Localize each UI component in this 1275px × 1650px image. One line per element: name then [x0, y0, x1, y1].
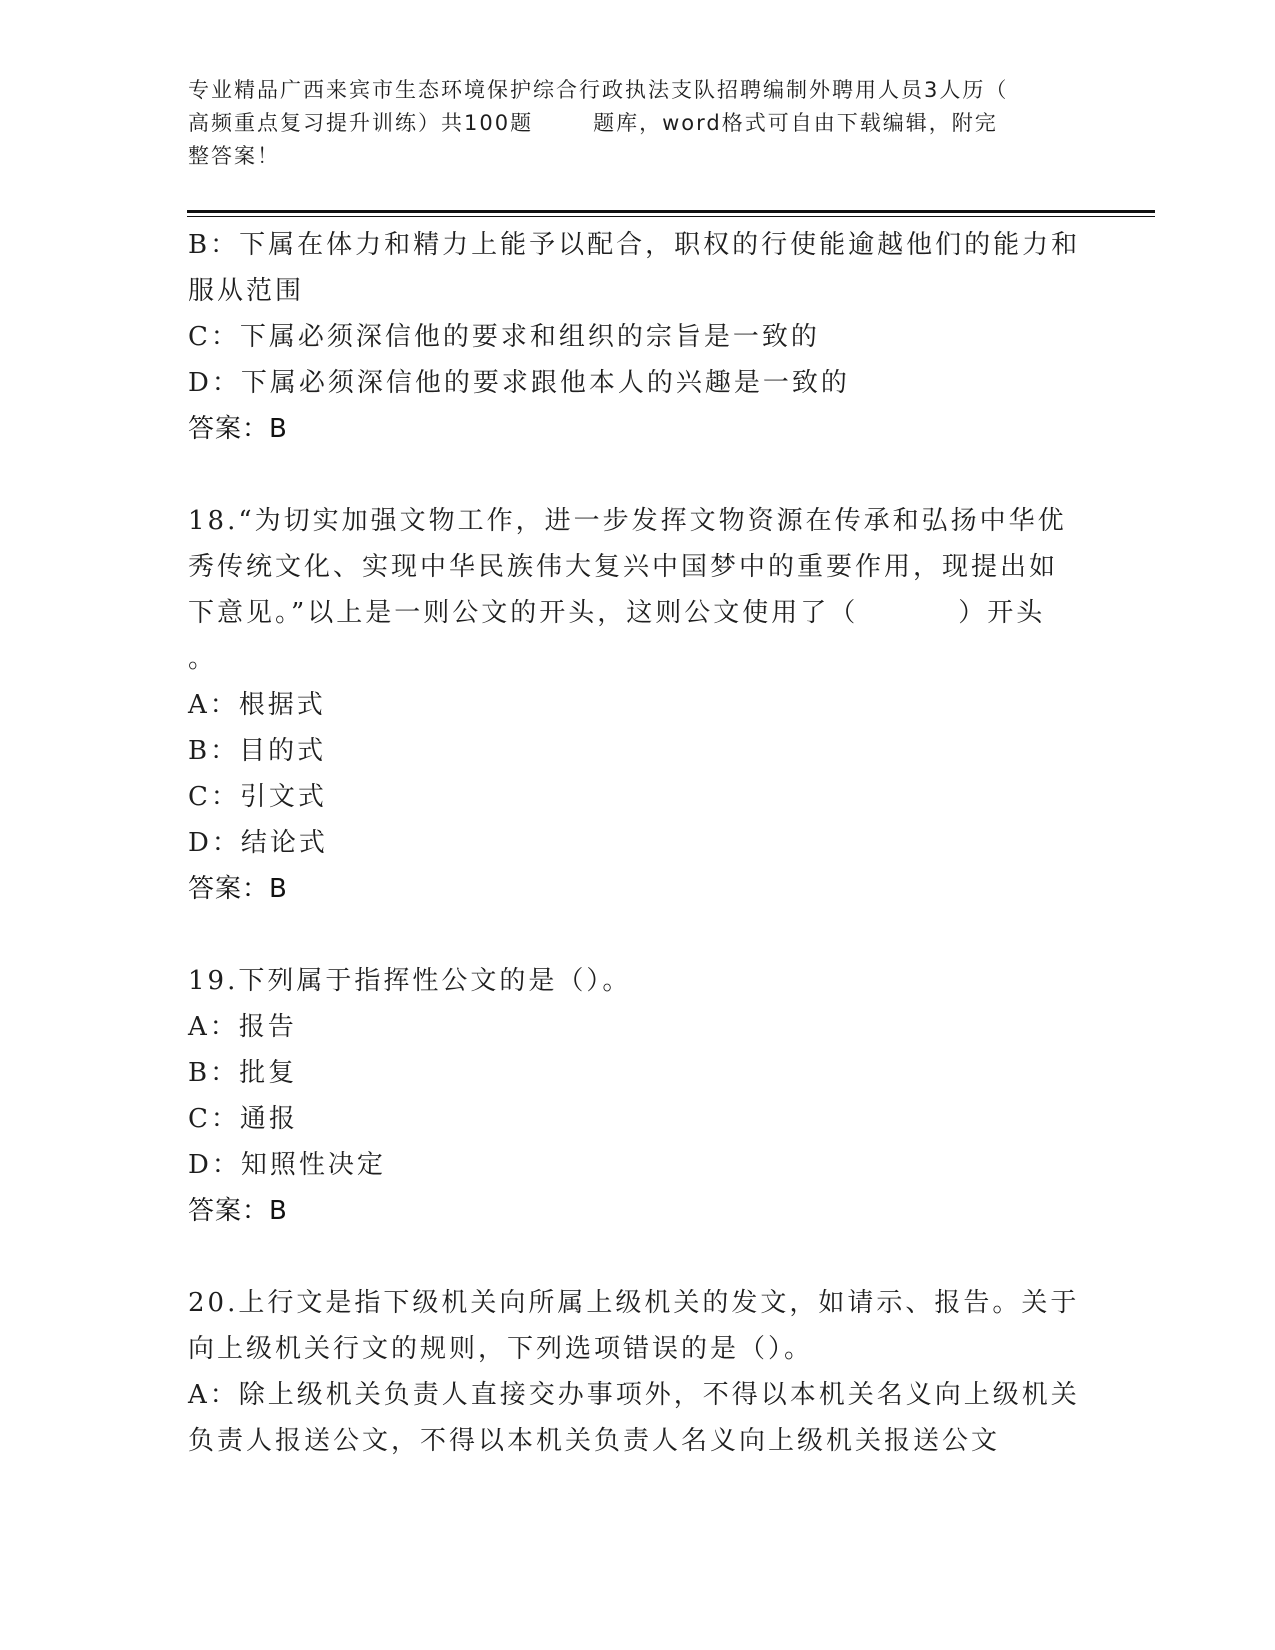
document-body: [188, 222, 1088, 1464]
header-line-3: 整答案！: [188, 144, 280, 168]
q17-option-b-line-1: B：下属在体力和精力上能予以配合，职权的行使能逾越他们的能力和: [188, 230, 1081, 260]
q18-stem-line-3a: 下意见。”以上是一则公文的开头，这则公文使用了（: [188, 598, 859, 628]
q17-answer: 答案：B: [188, 414, 288, 444]
q18-option-c: C：引文式: [188, 782, 327, 812]
q19-option-a: A：报告: [188, 1012, 297, 1042]
q19-option-d: D：知照性决定: [188, 1150, 386, 1180]
q19-option-b: B：批复: [188, 1058, 298, 1088]
header-divider-thin: [187, 216, 1155, 217]
q18-answer: 答案：B: [188, 874, 288, 904]
q18-option-d: D：结论式: [188, 828, 328, 858]
q18-stem-line-1: 18.“为切实加强文物工作，进一步发挥文物资源在传承和弘扬中华优: [188, 506, 1067, 536]
q18-option-a: A：根据式: [188, 690, 326, 720]
q18-stem-line-4: 。: [188, 644, 218, 674]
q18-stem-line-2: 秀传统文化、实现中华民族伟大复兴中国梦中的重要作用，现提出如: [188, 552, 1059, 582]
q18-stem-line-3b: ）开头: [958, 598, 1046, 628]
q19-stem: 19.下列属于指挥性公文的是（）。: [188, 966, 632, 996]
q17-option-c: C：下属必须深信他的要求和组织的宗旨是一致的: [188, 322, 820, 352]
q20-option-a-line-2: 负责人报送公文，不得以本机关负责人名义向上级机关报送公文: [188, 1426, 1001, 1456]
q18-option-b: B：目的式: [188, 736, 327, 766]
q20-stem-line-2: 向上级机关行文的规则，下列选项错误的是（）。: [188, 1334, 814, 1364]
document-header: [188, 74, 1088, 173]
q19-option-c: C：通报: [188, 1104, 298, 1134]
header-line-2: [188, 107, 1088, 140]
header-divider-thick: [187, 210, 1155, 213]
q18-stem-line-3: [188, 590, 1088, 636]
q20-option-a-line-1: A：除上级机关负责人直接交办事项外，不得以本机关名义向上级机关: [188, 1380, 1080, 1410]
q20-stem-line-1: 20.上行文是指下级机关向所属上级机关的发文，如请示、报告。关于: [188, 1288, 1080, 1318]
q17-option-d: D：下属必须深信他的要求跟他本人的兴趣是一致的: [188, 368, 850, 398]
q19-answer: 答案：B: [188, 1196, 288, 1226]
q17-option-b-line-2: 服从范围: [188, 276, 305, 306]
header-line-1: 专业精品广西来宾市生态环境保护综合行政执法支队招聘编制外聘用人员3人历（: [188, 78, 1009, 102]
header-line-2a: 高频重点复习提升训练）共100题: [188, 111, 534, 135]
header-line-2b: 题库，word格式可自由下载编辑，附完: [593, 111, 998, 135]
